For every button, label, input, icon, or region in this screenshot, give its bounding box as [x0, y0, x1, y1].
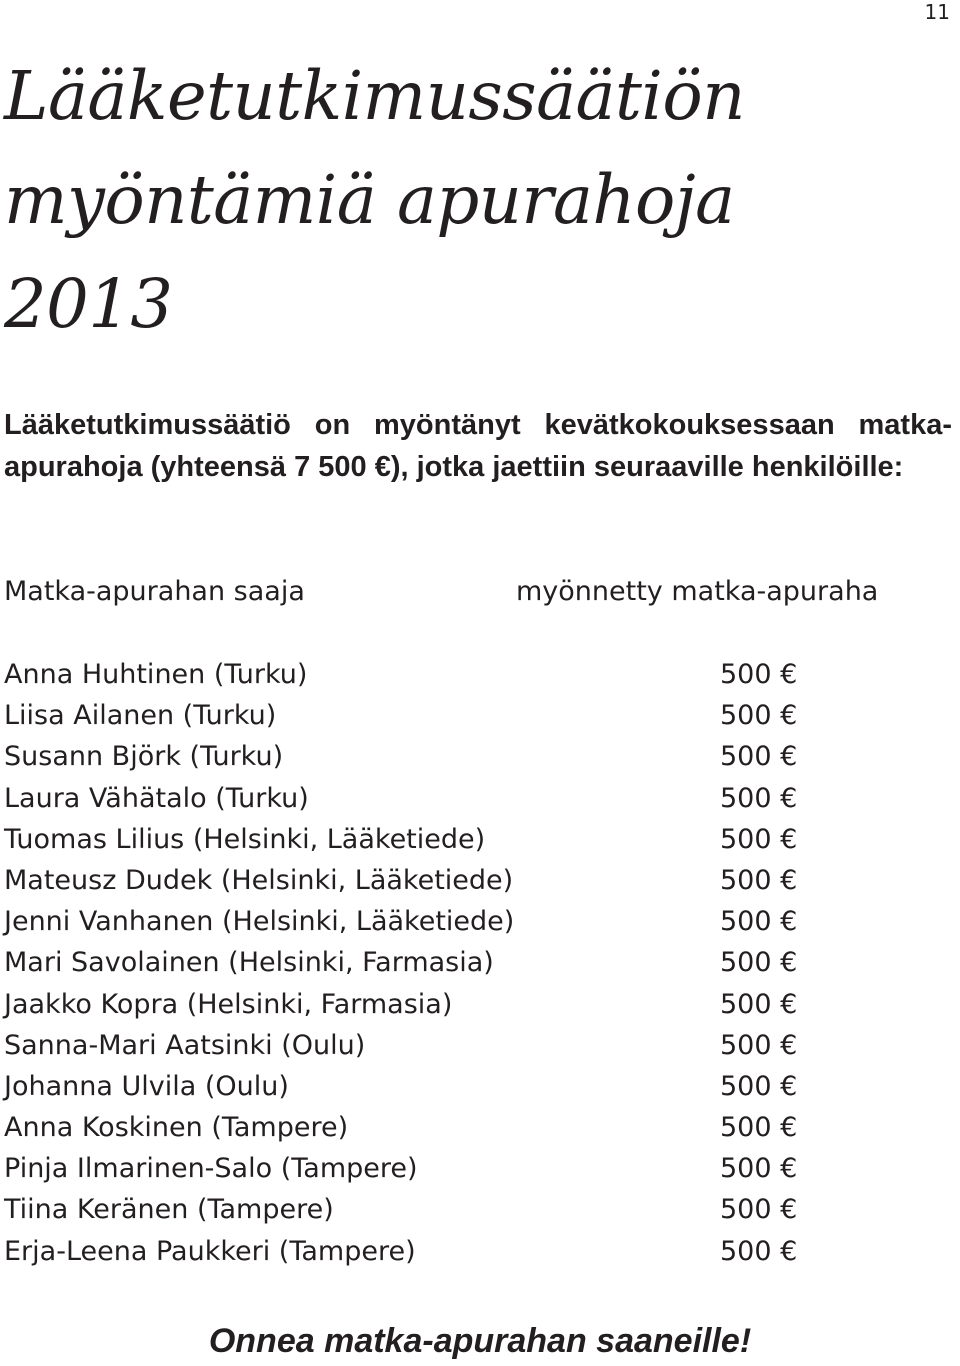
- recipient-name: Johanna Ulvila (Oulu): [4, 1070, 289, 1102]
- recipient-name: Sanna-Mari Aatsinki (Oulu): [4, 1029, 366, 1061]
- grant-amount: 500 €: [720, 1235, 798, 1267]
- grant-amount: 500 €: [720, 1194, 798, 1226]
- grant-amount: 500 €: [720, 1070, 798, 1102]
- grant-amount: 500 €: [720, 741, 798, 773]
- table-row: [4, 1107, 904, 1148]
- recipient-name: Anna Koskinen (Tampere): [4, 1112, 349, 1144]
- recipient-name: Jaakko Kopra (Helsinki, Farmasia): [4, 988, 453, 1020]
- grant-amount: 500 €: [720, 906, 798, 938]
- table-row: [4, 695, 904, 736]
- intro-line-1: Lääketutkimussäätiö on myöntänyt kevätkokouksessaan matka-: [4, 409, 952, 441]
- grant-amount: 500 €: [720, 659, 798, 690]
- recipient-name: Mari Savolainen (Helsinki, Farmasia): [4, 947, 494, 979]
- intro-line-2: apurahoja (yhteensä 7 500 €), jotka jaettiin seuraaville henkilöille:: [4, 451, 904, 483]
- table-row: [4, 1025, 904, 1066]
- table-row: [4, 819, 904, 860]
- grant-amount: 500 €: [720, 864, 798, 896]
- grant-amount: 500 €: [720, 700, 798, 732]
- table-row: [4, 1148, 904, 1189]
- header-amount: myönnetty matka-apuraha: [516, 576, 879, 607]
- grant-amount: 500 €: [720, 947, 798, 979]
- recipient-name: Laura Vähätalo (Turku): [4, 782, 309, 814]
- recipient-name: Jenni Vanhanen (Helsinki, Lääketiede): [4, 906, 515, 938]
- recipient-name: Susann Björk (Turku): [4, 741, 284, 773]
- table-row: [4, 901, 904, 942]
- grant-amount: 500 €: [720, 1112, 798, 1144]
- title-line-1: Lääketutkimussäätiön: [4, 57, 745, 135]
- grant-amount: 500 €: [720, 988, 798, 1020]
- grant-list: [4, 654, 904, 1272]
- table-row: [4, 778, 904, 819]
- closing-message: Onnea matka-apurahan saaneille!: [208, 1322, 752, 1360]
- page-number: 11: [924, 0, 950, 24]
- table-row: [4, 736, 904, 777]
- recipient-name: Tuomas Lilius (Helsinki, Lääketiede): [4, 823, 486, 855]
- recipient-name: Mateusz Dudek (Helsinki, Lääketiede): [4, 864, 514, 896]
- header-recipient: Matka-apurahan saaja: [4, 576, 305, 607]
- grant-amount: 500 €: [720, 1029, 798, 1061]
- grant-table-header: [4, 572, 904, 612]
- intro-paragraph: [4, 404, 952, 488]
- recipient-name: Pinja Ilmarinen-Salo (Tampere): [4, 1153, 418, 1185]
- page-title: [4, 44, 745, 356]
- table-row: [4, 1066, 904, 1107]
- table-row: [4, 984, 904, 1025]
- title-line-2: myöntämiä apurahoja: [4, 161, 735, 239]
- table-row: [4, 942, 904, 983]
- grant-amount: 500 €: [720, 1153, 798, 1185]
- table-row: [4, 860, 904, 901]
- recipient-name: Erja-Leena Paukkeri (Tampere): [4, 1235, 416, 1267]
- recipient-name: Tiina Keränen (Tampere): [4, 1194, 334, 1226]
- table-row: [4, 1231, 904, 1272]
- title-line-3: 2013: [4, 265, 173, 343]
- recipient-name: Liisa Ailanen (Turku): [4, 700, 277, 732]
- table-row: [4, 654, 904, 695]
- table-row: [4, 1189, 904, 1230]
- grant-amount: 500 €: [720, 782, 798, 814]
- grant-amount: 500 €: [720, 823, 798, 855]
- recipient-name: Anna Huhtinen (Turku): [4, 659, 308, 690]
